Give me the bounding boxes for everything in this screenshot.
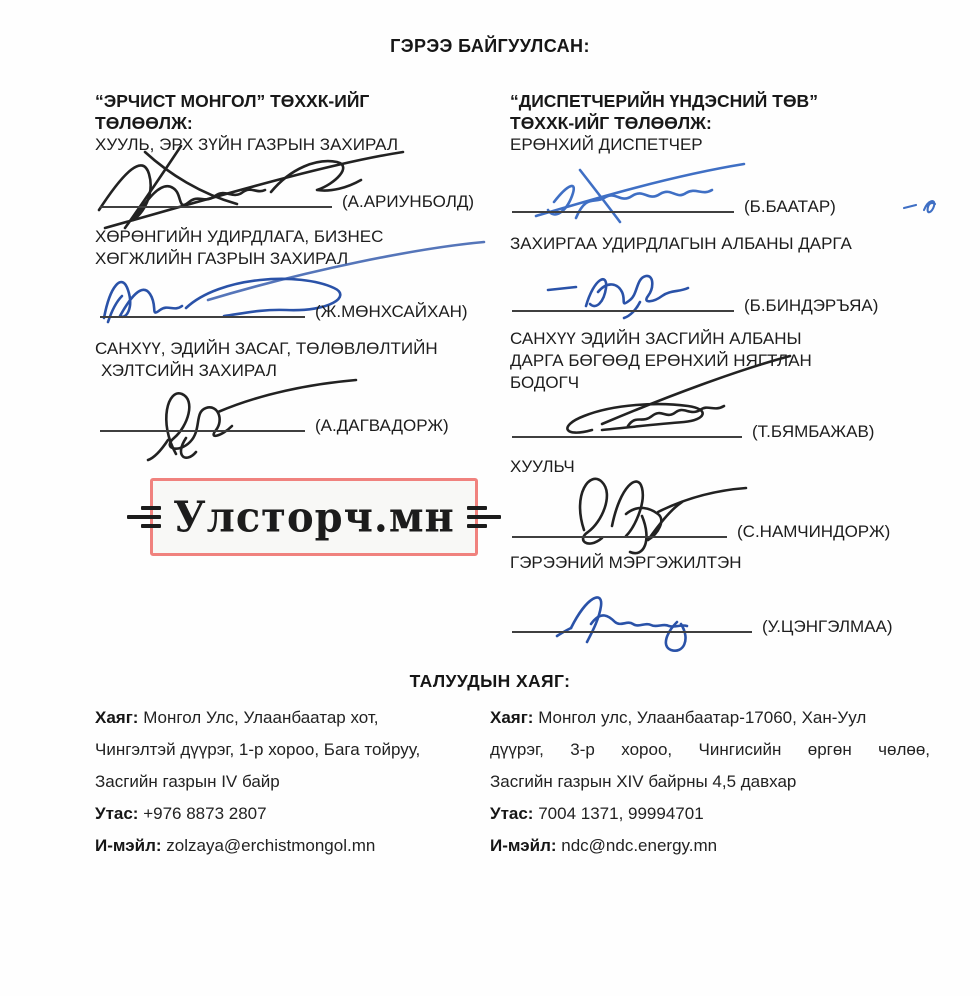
right-signer2-name: (Б.БИНДЭРЪЯА) bbox=[744, 296, 879, 315]
right-signer3-name: (Т.БЯМБАЖАВ) bbox=[752, 422, 875, 441]
stamp-left-wing-icon bbox=[127, 506, 161, 528]
signature-line bbox=[100, 206, 332, 208]
addresses-title: ТАЛУУДЫН ХАЯГ: bbox=[409, 671, 571, 691]
left-signer3-name: (А.ДАГВАДОРЖ) bbox=[315, 416, 449, 435]
address-line: Хаяг: Монгол улс, Улаанбаатар-17060, Хан-Уул bbox=[490, 708, 867, 727]
left-signer2-role: ХӨРӨНГИЙН УДИРДЛАГА, БИЗНЕС ХӨГЖЛИЙН ГАЗРЫН ЗАХИРАЛ bbox=[95, 227, 384, 268]
signature-line bbox=[512, 536, 727, 538]
left-signer3-role: САНХҮҮ, ЭДИЙН ЗАСАГ, ТӨЛӨВЛӨЛТИЙН ХЭЛТСИЙН ЗАХИРАЛ bbox=[95, 339, 438, 380]
left-signer1-name: (А.АРИУНБОЛД) bbox=[342, 192, 475, 211]
signature-line bbox=[512, 310, 734, 312]
signature-line bbox=[100, 316, 305, 318]
stamp-right-wing-icon bbox=[467, 506, 501, 528]
left-signer2-name: (Ж.МӨНХСАЙХАН) bbox=[315, 302, 468, 321]
right-signer5-role: ГЭРЭЭНИЙ МЭРГЭЖИЛТЭН bbox=[510, 553, 742, 572]
address-line: Утас: +976 8873 2807 bbox=[95, 804, 267, 823]
right-signer2-role: ЗАХИРГАА УДИРДЛАГЫН АЛБАНЫ ДАРГА bbox=[510, 234, 852, 253]
address-line: Утас: 7004 1371, 99994701 bbox=[490, 804, 704, 823]
signature-line bbox=[512, 436, 742, 438]
signature-line bbox=[512, 631, 752, 633]
signature-namchindorj bbox=[540, 460, 770, 560]
right-party-address bbox=[490, 702, 930, 862]
signature-line bbox=[100, 430, 305, 432]
left-party-address bbox=[95, 702, 480, 862]
address-line: Засгийн газрын XIV байрны 4,5 давхар bbox=[490, 772, 797, 791]
right-signer5-name: (У.ЦЭНГЭЛМАА) bbox=[762, 617, 893, 636]
signature-line bbox=[512, 211, 734, 213]
stamp-text: Улсторч.мн bbox=[173, 492, 455, 542]
right-party-header-line2: ТӨХХК-ИЙГ ТӨЛӨӨЛЖ: bbox=[510, 113, 712, 133]
address-line: Чингэлтэй дүүрэг, 1-р хороо, Бага тойруу, bbox=[95, 740, 421, 759]
address-line: И-мэйл: zolzaya@erchistmongol.mn bbox=[95, 836, 376, 855]
right-signer4-name: (С.НАМЧИНДОРЖ) bbox=[737, 522, 891, 541]
signature-ariunbold bbox=[85, 140, 415, 235]
address-line: И-мэйл: ndc@ndc.energy.mn bbox=[490, 836, 718, 855]
signature-binderya bbox=[540, 258, 750, 323]
right-signer1-role: ЕРӨНХИЙ ДИСПЕТЧЕР bbox=[510, 135, 703, 154]
right-party-header bbox=[510, 90, 950, 134]
right-signer1-name: (Б.БААТАР) bbox=[744, 197, 836, 216]
ulstorch-watermark-stamp bbox=[150, 478, 478, 556]
left-signer1-role: ХУУЛЬ, ЭРХ ЗҮЙН ГАЗРЫН ЗАХИРАЛ bbox=[95, 135, 399, 154]
right-party-header-line1: “ДИСПЕТЧЕРИЙН ҮНДЭСНИЙ ТӨВ” bbox=[510, 91, 818, 111]
left-party-header bbox=[95, 90, 495, 134]
left-party-header-line2: ТӨЛӨӨЛЖ: bbox=[95, 113, 193, 133]
right-signer3-role: САНХҮҮ ЭДИЙН ЗАСГИЙН АЛБАНЫ ДАРГА БӨГӨӨД ЕРӨНХИЙ НЯГТЛАН БОДОГЧ bbox=[510, 329, 812, 392]
address-line: дүүрэг, 3-р хороо, Чингисийн өргөн чөлөө, bbox=[490, 740, 930, 759]
handwritten-mark bbox=[902, 192, 946, 222]
right-signer4-role: ХУУЛЬЧ bbox=[510, 457, 575, 476]
left-party-header-line1: “ЭРЧИСТ МОНГОЛ” ТӨХХК-ИЙГ bbox=[95, 91, 370, 111]
address-line: Засгийн газрын IV байр bbox=[95, 772, 280, 791]
address-line: Хаяг: Монгол Улс, Улаанбаатар хот, bbox=[95, 708, 379, 727]
signature-baatar bbox=[520, 158, 770, 233]
signature-tsengelmaa bbox=[545, 580, 775, 655]
page-title: ГЭРЭЭ БАЙГУУЛСАН: bbox=[390, 36, 590, 56]
